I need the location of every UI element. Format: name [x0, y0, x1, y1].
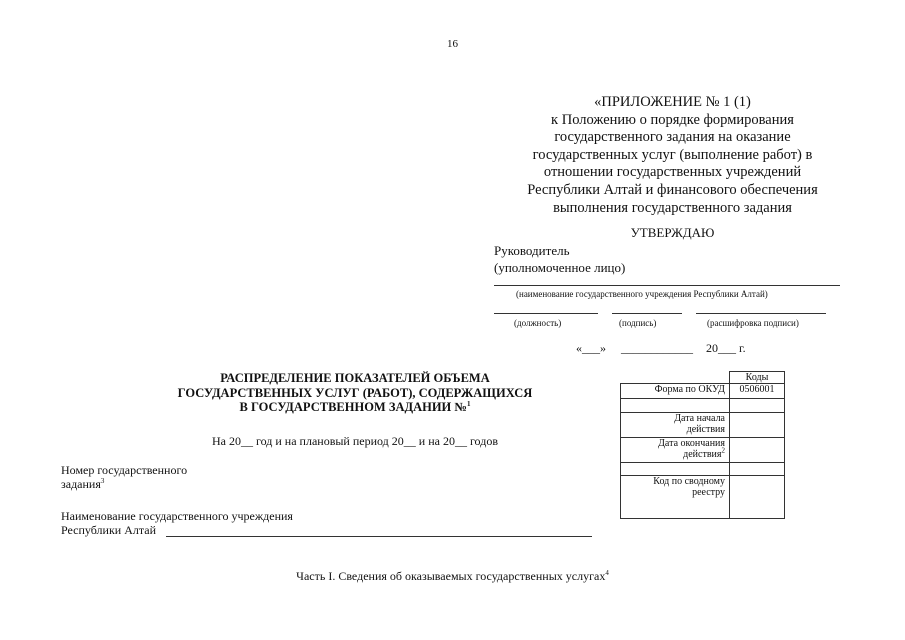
footnote-ref: 1	[466, 399, 471, 408]
title-line2: ГОСУДАРСТВЕННЫХ УСЛУГ (РАБОТ), СОДЕРЖАЩИХСЯ	[177, 385, 533, 400]
appendix-line: к Положению о порядке формирования	[551, 111, 794, 128]
codes-empty-cell	[621, 372, 730, 384]
head-label-line2: (уполномоченное лицо)	[494, 260, 626, 275]
date-year: 20___ г.	[706, 341, 746, 355]
part-title	[0, 569, 905, 584]
position-caption: (должность)	[514, 318, 562, 328]
end-date-line2-text: действия	[683, 449, 722, 460]
end-date-value[interactable]	[730, 438, 785, 463]
registry-label	[621, 476, 730, 519]
appendix-line: выполнения государственного задания	[553, 199, 792, 216]
footnote-ref: 4	[605, 569, 609, 577]
institution-line	[494, 285, 840, 286]
appendix-line: отношении государственных учреждений	[543, 164, 802, 181]
start-date-label	[621, 413, 730, 438]
appendix-header	[500, 94, 845, 217]
codes-value-cell[interactable]	[730, 399, 785, 413]
codes-empty-cell	[621, 463, 730, 476]
position-line	[494, 313, 598, 314]
institution-label	[61, 509, 293, 537]
date-day: «___»	[576, 341, 606, 355]
codes-value-cell[interactable]	[730, 463, 785, 476]
codes-empty-cell	[621, 399, 730, 413]
institution-caption: (наименование государственного учреждения Республики Алтай)	[516, 289, 768, 299]
page-number: 16	[447, 38, 458, 50]
title-line3	[120, 400, 590, 415]
task-number-line2	[61, 477, 187, 491]
head-label	[494, 242, 625, 276]
institution-line1: Наименование государственного учреждения	[61, 509, 293, 523]
start-date-line1: Дата начала	[674, 413, 725, 424]
okud-value: 0506001	[730, 384, 785, 399]
registry-line2: реестру	[692, 487, 725, 498]
document-title	[120, 371, 590, 415]
approval-heading: УТВЕРЖДАЮ	[630, 225, 715, 240]
task-number-label	[61, 463, 187, 491]
title-line1: РАСПРЕДЕЛЕНИЕ ПОКАЗАТЕЛЕЙ ОБЪЕМА	[220, 371, 490, 385]
appendix-line: Республики Алтай и финансового обеспечения	[527, 181, 818, 198]
appendix-line: государственных услуг (выполнение работ) в	[532, 146, 813, 163]
appendix-line: государственного задания на оказание	[554, 129, 791, 146]
date-month: ____________	[621, 341, 693, 355]
decoding-line	[696, 313, 826, 314]
task-number-line1: Номер государственного	[61, 463, 188, 477]
registry-line1: Код по сводному	[653, 476, 725, 487]
signature-caption: (подпись)	[619, 318, 657, 328]
start-date-value[interactable]	[730, 413, 785, 438]
codes-table	[620, 371, 785, 519]
institution-name-field[interactable]	[166, 536, 592, 537]
end-date-label	[621, 438, 730, 463]
footnote-ref: 3	[100, 477, 105, 485]
registry-value[interactable]	[730, 476, 785, 519]
head-label-line1: Руководитель	[494, 243, 570, 258]
start-date-line2: действия	[686, 424, 725, 435]
signature-line	[612, 313, 682, 314]
task-number-line2-text: задания	[61, 477, 101, 491]
end-date-line1: Дата окончания	[658, 438, 725, 449]
end-date-line2	[625, 446, 725, 460]
okud-label: Форма по ОКУД	[621, 384, 730, 399]
title-line3-text: В ГОСУДАРСТВЕННОМ ЗАДАНИИ №	[239, 400, 467, 414]
decoding-caption: (расшифровка подписи)	[707, 318, 799, 328]
footnote-ref: 2	[721, 446, 725, 455]
part-title-text: Часть I. Сведения об оказываемых государственных услугах	[296, 569, 606, 583]
appendix-line: «ПРИЛОЖЕНИЕ № 1 (1)	[594, 94, 751, 110]
period-text: На 20__ год и на плановый период 20__ и на 20__ годов	[211, 434, 498, 448]
codes-header: Коды	[730, 372, 785, 384]
institution-line2: Республики Алтай	[61, 523, 156, 537]
